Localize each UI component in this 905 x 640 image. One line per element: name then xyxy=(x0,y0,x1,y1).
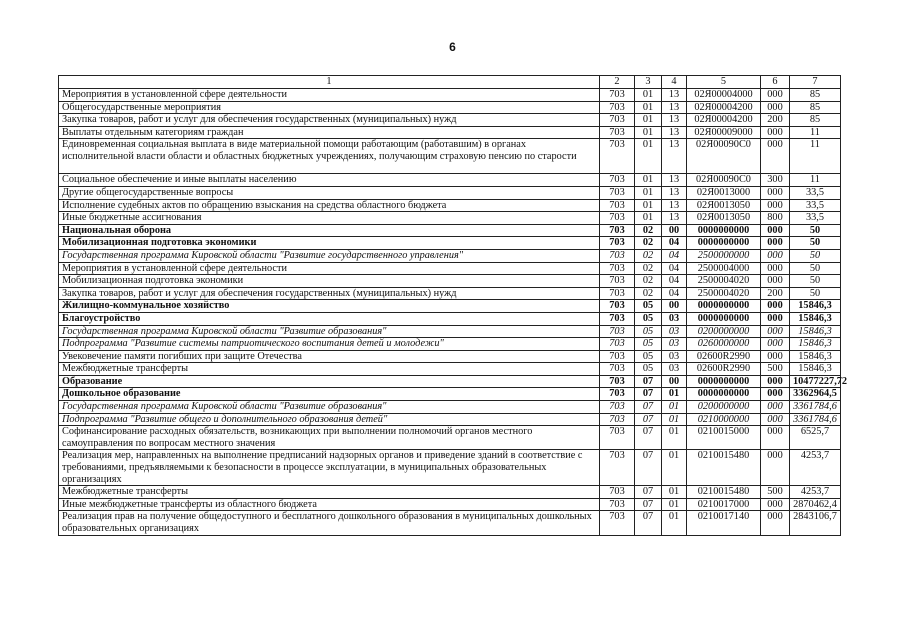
table-row xyxy=(59,338,841,351)
table-row xyxy=(59,126,841,139)
row-chapter-code: 13 xyxy=(662,199,687,212)
row-expense-type-code: 000 xyxy=(761,89,790,102)
row-subsection-code: 01 xyxy=(635,89,662,102)
row-chapter-code: 13 xyxy=(662,89,687,102)
row-target-code: 02Я0013000 xyxy=(687,186,761,199)
row-chapter-code: 00 xyxy=(662,224,687,237)
row-chapter-code: 13 xyxy=(662,114,687,127)
row-subsection-code: 02 xyxy=(635,275,662,288)
row-expense-type-code: 000 xyxy=(761,300,790,313)
row-section-code: 703 xyxy=(600,375,635,388)
row-target-code: 0000000000 xyxy=(687,375,761,388)
row-subsection-code: 07 xyxy=(635,388,662,401)
row-chapter-code: 01 xyxy=(662,413,687,426)
row-expense-type-code: 000 xyxy=(761,388,790,401)
row-target-code: 0000000000 xyxy=(687,224,761,237)
row-subsection-code: 07 xyxy=(635,450,662,486)
row-name-cell: Увековечение памяти погибших при защите Отечества xyxy=(59,350,600,363)
row-chapter-code: 03 xyxy=(662,312,687,325)
row-subsection-code: 02 xyxy=(635,237,662,250)
table-row xyxy=(59,312,841,325)
row-amount-cell: 6525,7 xyxy=(790,426,841,450)
row-name-cell: Иные межбюджетные трансферты из областного бюджета xyxy=(59,498,600,511)
row-chapter-code: 13 xyxy=(662,126,687,139)
row-expense-type-code: 000 xyxy=(761,350,790,363)
table-row xyxy=(59,486,841,499)
row-subsection-code: 02 xyxy=(635,287,662,300)
row-chapter-code: 03 xyxy=(662,350,687,363)
row-target-code: 02Я00090С0 xyxy=(687,139,761,174)
row-target-code: 0000000000 xyxy=(687,388,761,401)
row-expense-type-code: 000 xyxy=(761,186,790,199)
row-expense-type-code: 300 xyxy=(761,174,790,187)
row-chapter-code: 01 xyxy=(662,401,687,414)
row-chapter-code: 01 xyxy=(662,388,687,401)
row-chapter-code: 04 xyxy=(662,249,687,262)
row-name-cell: Межбюджетные трансферты xyxy=(59,363,600,376)
row-section-code: 703 xyxy=(600,275,635,288)
row-expense-type-code: 000 xyxy=(761,375,790,388)
table-row xyxy=(59,300,841,313)
header-cell-2: 2 xyxy=(600,76,635,89)
row-subsection-code: 01 xyxy=(635,212,662,225)
row-chapter-code: 01 xyxy=(662,426,687,450)
header-cell-7: 7 xyxy=(790,76,841,89)
row-expense-type-code: 000 xyxy=(761,498,790,511)
table-row xyxy=(59,388,841,401)
row-target-code: 0260000000 xyxy=(687,338,761,351)
table-row xyxy=(59,325,841,338)
row-target-code: 0210017000 xyxy=(687,498,761,511)
row-subsection-code: 07 xyxy=(635,498,662,511)
row-amount-cell: 2843106,7 xyxy=(790,511,841,535)
row-section-code: 703 xyxy=(600,312,635,325)
row-section-code: 703 xyxy=(600,363,635,376)
row-amount-cell: 3361784,6 xyxy=(790,413,841,426)
row-section-code: 703 xyxy=(600,126,635,139)
row-target-code: 02Я00004200 xyxy=(687,101,761,114)
row-name-cell: Социальное обеспечение и иные выплаты населению xyxy=(59,174,600,187)
table-row xyxy=(59,139,841,174)
row-name-cell: Образование xyxy=(59,375,600,388)
row-target-code: 02Я00004000 xyxy=(687,89,761,102)
row-amount-cell: 4253,7 xyxy=(790,486,841,499)
row-section-code: 703 xyxy=(600,350,635,363)
row-expense-type-code: 200 xyxy=(761,287,790,300)
row-amount-cell: 15846,3 xyxy=(790,350,841,363)
row-amount-cell: 33,5 xyxy=(790,199,841,212)
row-subsection-code: 01 xyxy=(635,126,662,139)
row-name-cell: Реализация мер, направленных на выполнение предписаний надзорных органов и приведение зданий в соответствие с требованиями, предъявляемыми к безопасности в процессе эксплуатации, в муниципальных образовательных организациях xyxy=(59,450,600,486)
row-expense-type-code: 000 xyxy=(761,338,790,351)
row-expense-type-code: 500 xyxy=(761,486,790,499)
row-section-code: 703 xyxy=(600,237,635,250)
row-chapter-code: 00 xyxy=(662,375,687,388)
row-section-code: 703 xyxy=(600,287,635,300)
row-chapter-code: 04 xyxy=(662,275,687,288)
row-section-code: 703 xyxy=(600,325,635,338)
row-amount-cell: 15846,3 xyxy=(790,312,841,325)
table-row xyxy=(59,401,841,414)
table-row xyxy=(59,275,841,288)
row-expense-type-code: 000 xyxy=(761,312,790,325)
row-section-code: 703 xyxy=(600,212,635,225)
row-subsection-code: 05 xyxy=(635,312,662,325)
row-target-code: 0200000000 xyxy=(687,401,761,414)
row-expense-type-code: 000 xyxy=(761,511,790,535)
row-expense-type-code: 000 xyxy=(761,413,790,426)
row-amount-cell: 3362964,5 xyxy=(790,388,841,401)
row-subsection-code: 01 xyxy=(635,186,662,199)
table-row xyxy=(59,287,841,300)
row-name-cell: Государственная программа Кировской области "Развитие государственного управления" xyxy=(59,249,600,262)
row-name-cell: Благоустройство xyxy=(59,312,600,325)
row-chapter-code: 01 xyxy=(662,486,687,499)
row-name-cell: Государственная программа Кировской области "Развитие образования" xyxy=(59,325,600,338)
row-amount-cell: 85 xyxy=(790,101,841,114)
row-chapter-code: 03 xyxy=(662,325,687,338)
row-section-code: 703 xyxy=(600,426,635,450)
row-amount-cell: 85 xyxy=(790,114,841,127)
table-row xyxy=(59,350,841,363)
row-subsection-code: 01 xyxy=(635,199,662,212)
row-name-cell: Выплаты отдельным категориям граждан xyxy=(59,126,600,139)
row-chapter-code: 01 xyxy=(662,511,687,535)
table-row xyxy=(59,101,841,114)
header-cell-5: 5 xyxy=(687,76,761,89)
row-target-code: 02Я0013050 xyxy=(687,212,761,225)
row-amount-cell: 15846,3 xyxy=(790,338,841,351)
row-name-cell: Закупка товаров, работ и услуг для обеспечения государственных (муниципальных) нужд xyxy=(59,287,600,300)
row-name-cell: Закупка товаров, работ и услуг для обеспечения государственных (муниципальных) нужд xyxy=(59,114,600,127)
row-subsection-code: 01 xyxy=(635,174,662,187)
table-row xyxy=(59,262,841,275)
table-row xyxy=(59,375,841,388)
row-section-code: 703 xyxy=(600,338,635,351)
row-expense-type-code: 000 xyxy=(761,101,790,114)
row-target-code: 2500004020 xyxy=(687,287,761,300)
row-amount-cell: 11 xyxy=(790,126,841,139)
row-target-code: 02Я00009000 xyxy=(687,126,761,139)
row-target-code: 0210017140 xyxy=(687,511,761,535)
row-name-cell: Софинансирование расходных обязательств, возникающих при выполнении полномочий органов местного самоуправления по вопросам местного значения xyxy=(59,426,600,450)
row-target-code: 0200000000 xyxy=(687,325,761,338)
row-name-cell: Мобилизационная подготовка экономики xyxy=(59,275,600,288)
row-target-code: 0000000000 xyxy=(687,312,761,325)
header-cell-1: 1 xyxy=(59,76,600,89)
row-subsection-code: 02 xyxy=(635,249,662,262)
page-number: 6 xyxy=(449,40,456,54)
row-chapter-code: 13 xyxy=(662,186,687,199)
row-chapter-code: 13 xyxy=(662,101,687,114)
row-section-code: 703 xyxy=(600,101,635,114)
row-expense-type-code: 000 xyxy=(761,325,790,338)
table-row xyxy=(59,363,841,376)
table-row xyxy=(59,199,841,212)
row-subsection-code: 07 xyxy=(635,486,662,499)
row-amount-cell: 85 xyxy=(790,89,841,102)
row-section-code: 703 xyxy=(600,262,635,275)
row-subsection-code: 05 xyxy=(635,363,662,376)
row-target-code: 2500004020 xyxy=(687,275,761,288)
row-name-cell: Национальная оборона xyxy=(59,224,600,237)
row-name-cell: Дошкольное образование xyxy=(59,388,600,401)
table-row xyxy=(59,237,841,250)
row-amount-cell: 15846,3 xyxy=(790,300,841,313)
row-expense-type-code: 000 xyxy=(761,126,790,139)
row-amount-cell: 33,5 xyxy=(790,186,841,199)
row-subsection-code: 07 xyxy=(635,401,662,414)
row-chapter-code: 01 xyxy=(662,498,687,511)
row-name-cell: Жилищно-коммунальное хозяйство xyxy=(59,300,600,313)
row-expense-type-code: 000 xyxy=(761,450,790,486)
row-amount-cell: 50 xyxy=(790,249,841,262)
row-amount-cell: 50 xyxy=(790,224,841,237)
row-name-cell: Межбюджетные трансферты xyxy=(59,486,600,499)
row-target-code: 2500004000 xyxy=(687,262,761,275)
row-name-cell: Общегосударственные мероприятия xyxy=(59,101,600,114)
row-subsection-code: 01 xyxy=(635,101,662,114)
row-expense-type-code: 000 xyxy=(761,426,790,450)
row-amount-cell: 10477227,72 xyxy=(790,375,841,388)
row-amount-cell: 33,5 xyxy=(790,212,841,225)
row-section-code: 703 xyxy=(600,174,635,187)
row-section-code: 703 xyxy=(600,401,635,414)
table-row xyxy=(59,212,841,225)
row-name-cell: Исполнение судебных актов по обращению взыскания на средства областного бюджета xyxy=(59,199,600,212)
row-name-cell: Подпрограмма "Развитие общего и дополнительного образования детей" xyxy=(59,413,600,426)
row-chapter-code: 04 xyxy=(662,237,687,250)
row-chapter-code: 03 xyxy=(662,338,687,351)
row-amount-cell: 15846,3 xyxy=(790,325,841,338)
row-chapter-code: 01 xyxy=(662,450,687,486)
row-target-code: 02Я00004200 xyxy=(687,114,761,127)
row-target-code: 0000000000 xyxy=(687,237,761,250)
row-target-code: 0210015000 xyxy=(687,426,761,450)
row-subsection-code: 01 xyxy=(635,114,662,127)
row-amount-cell: 3361784,6 xyxy=(790,401,841,414)
row-amount-cell: 11 xyxy=(790,174,841,187)
row-expense-type-code: 000 xyxy=(761,401,790,414)
row-name-cell: Мобилизационная подготовка экономики xyxy=(59,237,600,250)
row-target-code: 02600R2990 xyxy=(687,350,761,363)
row-target-code: 02Я0013050 xyxy=(687,199,761,212)
row-name-cell: Единовременная социальная выплата в виде материальной помощи работающим (работавшим) в органах исполнительной власти области и областных бюджетных учреждениях, получающим страховую пенсию по старости xyxy=(59,139,600,174)
row-chapter-code: 00 xyxy=(662,300,687,313)
row-amount-cell: 50 xyxy=(790,287,841,300)
header-row xyxy=(59,76,841,89)
row-chapter-code: 13 xyxy=(662,139,687,174)
row-chapter-code: 04 xyxy=(662,287,687,300)
row-expense-type-code: 000 xyxy=(761,262,790,275)
row-name-cell: Подпрограмма "Развитие системы патриотического воспитания детей и молодежи" xyxy=(59,338,600,351)
row-section-code: 703 xyxy=(600,186,635,199)
row-expense-type-code: 200 xyxy=(761,114,790,127)
row-target-code: 0000000000 xyxy=(687,300,761,313)
row-section-code: 703 xyxy=(600,300,635,313)
row-amount-cell: 50 xyxy=(790,237,841,250)
row-subsection-code: 05 xyxy=(635,338,662,351)
row-section-code: 703 xyxy=(600,450,635,486)
row-subsection-code: 07 xyxy=(635,375,662,388)
row-amount-cell: 4253,7 xyxy=(790,450,841,486)
header-cell-4: 4 xyxy=(662,76,687,89)
row-name-cell: Иные бюджетные ассигнования xyxy=(59,212,600,225)
row-expense-type-code: 000 xyxy=(761,249,790,262)
row-expense-type-code: 000 xyxy=(761,237,790,250)
header-cell-6: 6 xyxy=(761,76,790,89)
row-subsection-code: 05 xyxy=(635,325,662,338)
row-name-cell: Государственная программа Кировской области "Развитие образования" xyxy=(59,401,600,414)
table-row xyxy=(59,511,841,535)
row-section-code: 703 xyxy=(600,249,635,262)
row-section-code: 703 xyxy=(600,139,635,174)
row-expense-type-code: 000 xyxy=(761,199,790,212)
budget-table-body xyxy=(59,76,848,536)
row-expense-type-code: 000 xyxy=(761,275,790,288)
row-subsection-code: 05 xyxy=(635,300,662,313)
row-section-code: 703 xyxy=(600,89,635,102)
row-amount-cell: 2870462,4 xyxy=(790,498,841,511)
row-section-code: 703 xyxy=(600,413,635,426)
row-chapter-code: 03 xyxy=(662,363,687,376)
table-row xyxy=(59,450,841,486)
table-row xyxy=(59,498,841,511)
table-row xyxy=(59,249,841,262)
row-subsection-code: 02 xyxy=(635,224,662,237)
row-chapter-code: 13 xyxy=(662,212,687,225)
row-section-code: 703 xyxy=(600,224,635,237)
row-section-code: 703 xyxy=(600,486,635,499)
table-row xyxy=(59,89,841,102)
row-expense-type-code: 800 xyxy=(761,212,790,225)
row-expense-type-code: 000 xyxy=(761,139,790,174)
table-row xyxy=(59,224,841,237)
row-target-code: 2500000000 xyxy=(687,249,761,262)
row-expense-type-code: 000 xyxy=(761,224,790,237)
row-target-code: 0210000000 xyxy=(687,413,761,426)
table-row xyxy=(59,174,841,187)
row-subsection-code: 07 xyxy=(635,511,662,535)
row-target-code: 02600R2990 xyxy=(687,363,761,376)
row-section-code: 703 xyxy=(600,199,635,212)
table-row xyxy=(59,426,841,450)
row-amount-cell: 11 xyxy=(790,139,841,174)
row-section-code: 703 xyxy=(600,114,635,127)
row-name-cell: Мероприятия в установленной сфере деятельности xyxy=(59,89,600,102)
row-amount-cell: 15846,3 xyxy=(790,363,841,376)
row-name-cell: Реализация прав на получение общедоступного и бесплатного дошкольного образования в муниципальных дошкольных образовательных организациях xyxy=(59,511,600,535)
row-section-code: 703 xyxy=(600,388,635,401)
row-chapter-code: 13 xyxy=(662,174,687,187)
row-name-cell: Мероприятия в установленной сфере деятельности xyxy=(59,262,600,275)
row-subsection-code: 07 xyxy=(635,413,662,426)
budget-table xyxy=(58,75,848,536)
row-amount-cell: 50 xyxy=(790,275,841,288)
header-cell-3: 3 xyxy=(635,76,662,89)
row-expense-type-code: 500 xyxy=(761,363,790,376)
table-row xyxy=(59,114,841,127)
table-row xyxy=(59,186,841,199)
row-subsection-code: 02 xyxy=(635,262,662,275)
row-subsection-code: 07 xyxy=(635,426,662,450)
row-subsection-code: 01 xyxy=(635,139,662,174)
row-name-cell: Другие общегосударственные вопросы xyxy=(59,186,600,199)
row-section-code: 703 xyxy=(600,511,635,535)
row-amount-cell: 50 xyxy=(790,262,841,275)
row-chapter-code: 04 xyxy=(662,262,687,275)
row-target-code: 02Я00090С0 xyxy=(687,174,761,187)
row-target-code: 0210015480 xyxy=(687,450,761,486)
row-target-code: 0210015480 xyxy=(687,486,761,499)
row-section-code: 703 xyxy=(600,498,635,511)
table-row xyxy=(59,413,841,426)
row-subsection-code: 05 xyxy=(635,350,662,363)
